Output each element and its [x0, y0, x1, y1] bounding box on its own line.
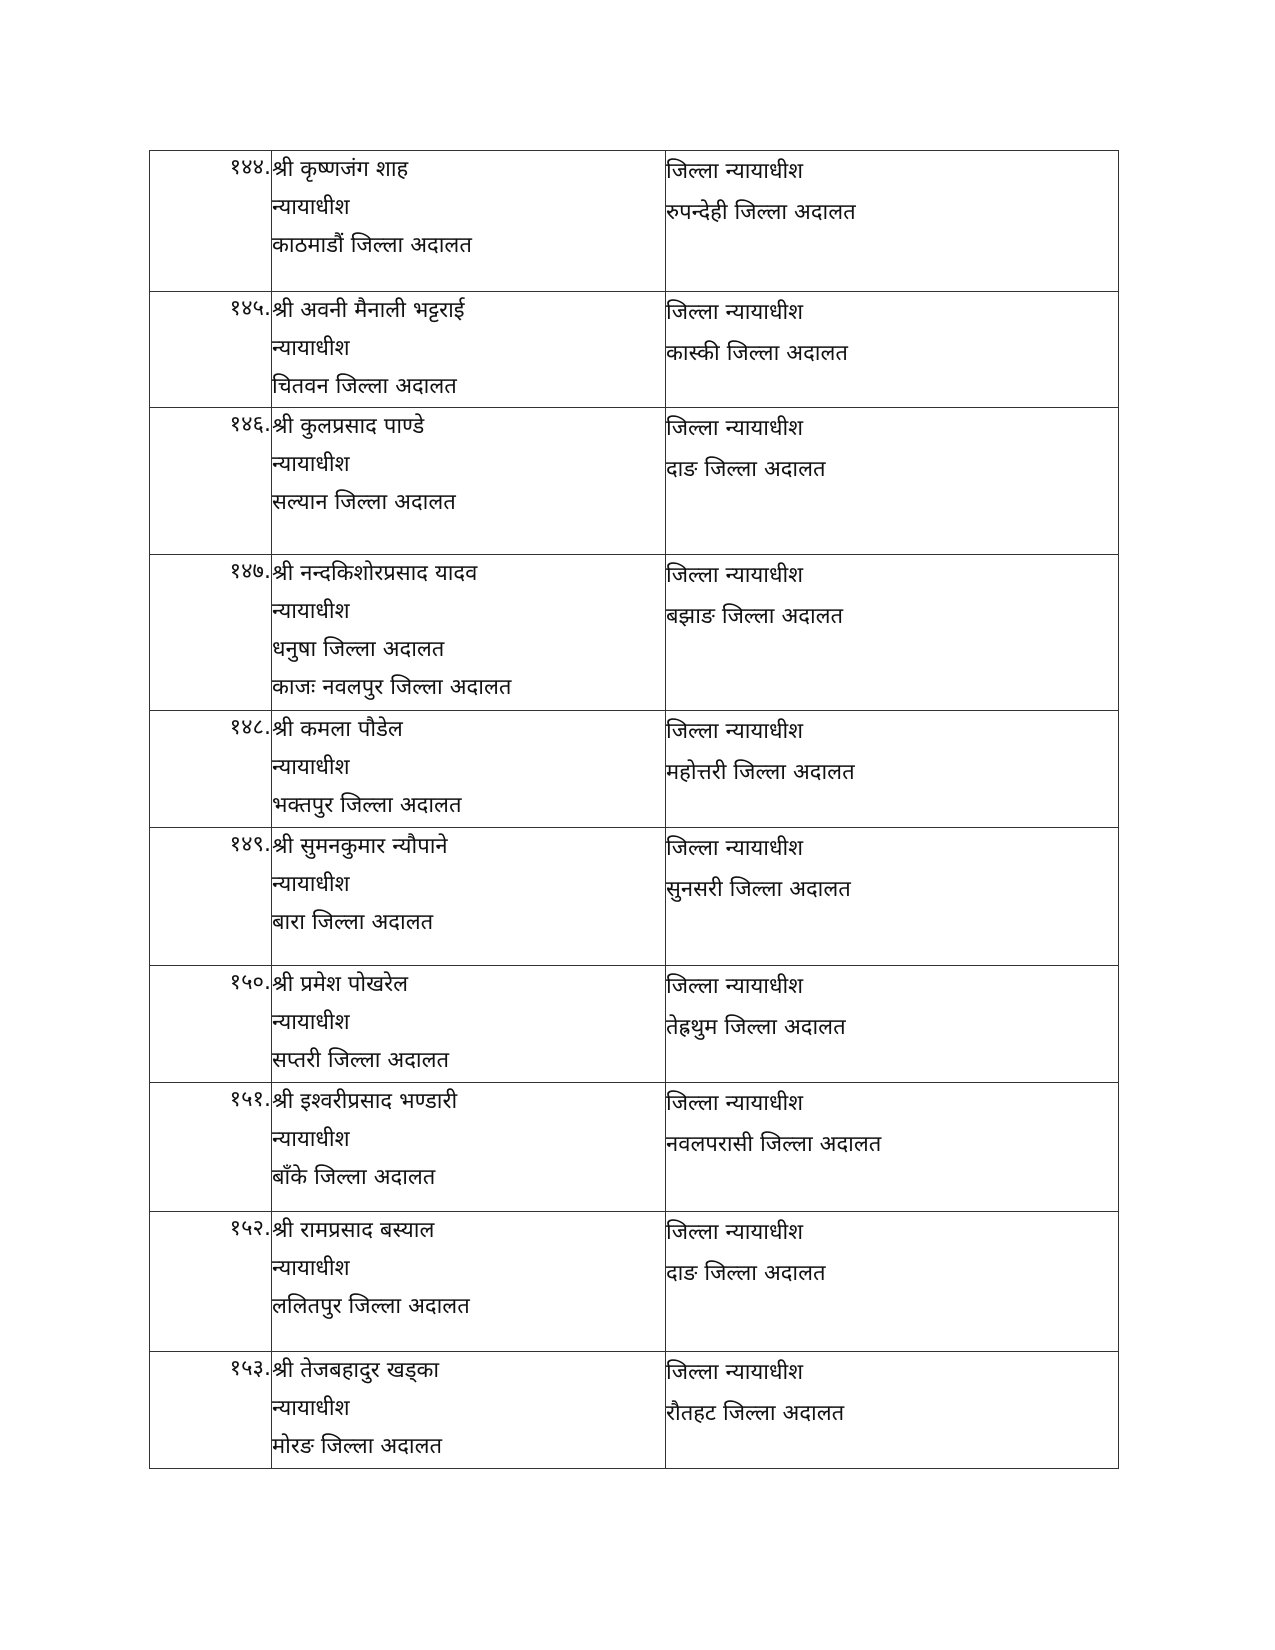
serial-number: १४७. [150, 555, 272, 711]
new-designation: जिल्ला न्यायाधीश [666, 1220, 804, 1245]
new-designation: जिल्ला न्यायाधीश [666, 974, 804, 999]
transfer-table [149, 150, 1119, 1469]
current-designation: न्यायाधीश [272, 452, 350, 477]
current-designation: न्यायाधीश [272, 599, 350, 624]
current-post-cell [272, 408, 666, 555]
judge-name: श्री नन्दकिशोरप्रसाद यादव [272, 561, 478, 586]
table-row [150, 555, 1119, 711]
serial-number: १४९. [150, 828, 272, 966]
judge-name: श्री सुमनकुमार न्यौपाने [272, 834, 448, 859]
current-post-cell [272, 1212, 666, 1352]
new-court: महोत्तरी जिल्ला अदालत [666, 760, 855, 785]
table-row [150, 408, 1119, 555]
new-post-cell [666, 966, 1119, 1083]
judge-name: श्री कृष्णजंग शाह [272, 157, 409, 182]
current-court: भक्तपुर जिल्ला अदालत [272, 793, 462, 818]
new-designation: जिल्ला न्यायाधीश [666, 836, 804, 861]
new-designation: जिल्ला न्यायाधीश [666, 300, 804, 325]
new-post-cell [666, 408, 1119, 555]
table-row [150, 828, 1119, 966]
new-court: रुपन्देही जिल्ला अदालत [666, 200, 856, 225]
new-post-cell [666, 711, 1119, 828]
current-designation: न्यायाधीश [272, 755, 350, 780]
current-designation: न्यायाधीश [272, 336, 350, 361]
table-row [150, 151, 1119, 292]
new-post-cell [666, 1083, 1119, 1212]
current-post-cell [272, 966, 666, 1083]
table-row [150, 292, 1119, 408]
judge-name: श्री तेजबहादुर खड्का [272, 1358, 440, 1383]
new-post-cell [666, 555, 1119, 711]
new-post-cell [666, 151, 1119, 292]
current-post-cell [272, 828, 666, 966]
current-designation: न्यायाधीश [272, 1396, 350, 1421]
new-court: नवलपरासी जिल्ला अदालत [666, 1132, 882, 1157]
current-post-cell [272, 151, 666, 292]
current-post-cell [272, 1352, 666, 1469]
new-court: दाङ जिल्ला अदालत [666, 457, 826, 482]
new-court: दाङ जिल्ला अदालत [666, 1261, 826, 1286]
current-court: ललितपुर जिल्ला अदालत [272, 1294, 470, 1319]
serial-number: १५२. [150, 1212, 272, 1352]
new-designation: जिल्ला न्यायाधीश [666, 1360, 804, 1385]
judge-name: श्री कमला पौडेल [272, 717, 403, 742]
judge-name: श्री इश्वरीप्रसाद भण्डारी [272, 1089, 458, 1114]
new-court: तेह्रथुम जिल्ला अदालत [666, 1015, 846, 1040]
table-row [150, 1212, 1119, 1352]
current-designation: न्यायाधीश [272, 1127, 350, 1152]
transfer-table-body [150, 151, 1119, 1469]
current-post-cell [272, 292, 666, 408]
new-designation: जिल्ला न्यायाधीश [666, 719, 804, 744]
serial-number: १५०. [150, 966, 272, 1083]
table-row [150, 711, 1119, 828]
table-row [150, 1083, 1119, 1212]
current-court: मोरङ जिल्ला अदालत [272, 1434, 443, 1459]
serial-number: १४५. [150, 292, 272, 408]
judge-name: श्री प्रमेश पोखरेल [272, 972, 408, 997]
current-designation: न्यायाधीश [272, 872, 350, 897]
current-designation: न्यायाधीश [272, 195, 350, 220]
serial-number: १५३. [150, 1352, 272, 1469]
current-court: धनुषा जिल्ला अदालत [272, 637, 445, 662]
current-court: बारा जिल्ला अदालत [272, 910, 434, 935]
current-court: बाँके जिल्ला अदालत [272, 1165, 436, 1190]
acting-court: काजः नवलपुर जिल्ला अदालत [272, 675, 512, 700]
new-court: रौतहट जिल्ला अदालत [666, 1401, 845, 1426]
serial-number: १४४. [150, 151, 272, 292]
current-court: सल्यान जिल्ला अदालत [272, 490, 456, 515]
current-post-cell [272, 555, 666, 711]
table-row [150, 1352, 1119, 1469]
current-court: चितवन जिल्ला अदालत [272, 374, 457, 399]
new-designation: जिल्ला न्यायाधीश [666, 563, 804, 588]
new-post-cell [666, 292, 1119, 408]
judge-name: श्री कुलप्रसाद पाण्डे [272, 414, 425, 439]
table-row [150, 966, 1119, 1083]
new-post-cell [666, 828, 1119, 966]
current-designation: न्यायाधीश [272, 1010, 350, 1035]
new-court: सुनसरी जिल्ला अदालत [666, 877, 851, 902]
judge-name: श्री अवनी मैनाली भट्टराई [272, 298, 465, 323]
current-court: काठमाडौं जिल्ला अदालत [272, 233, 472, 258]
current-post-cell [272, 711, 666, 828]
new-court: कास्की जिल्ला अदालत [666, 341, 848, 366]
current-designation: न्यायाधीश [272, 1256, 350, 1281]
new-post-cell [666, 1212, 1119, 1352]
new-court: बझाङ जिल्ला अदालत [666, 604, 844, 629]
current-court: सप्तरी जिल्ला अदालत [272, 1048, 450, 1073]
current-post-cell [272, 1083, 666, 1212]
serial-number: १५१. [150, 1083, 272, 1212]
serial-number: १४८. [150, 711, 272, 828]
judge-name: श्री रामप्रसाद बस्याल [272, 1218, 435, 1243]
new-designation: जिल्ला न्यायाधीश [666, 159, 804, 184]
new-designation: जिल्ला न्यायाधीश [666, 416, 804, 441]
serial-number: १४६. [150, 408, 272, 555]
new-post-cell [666, 1352, 1119, 1469]
new-designation: जिल्ला न्यायाधीश [666, 1091, 804, 1116]
